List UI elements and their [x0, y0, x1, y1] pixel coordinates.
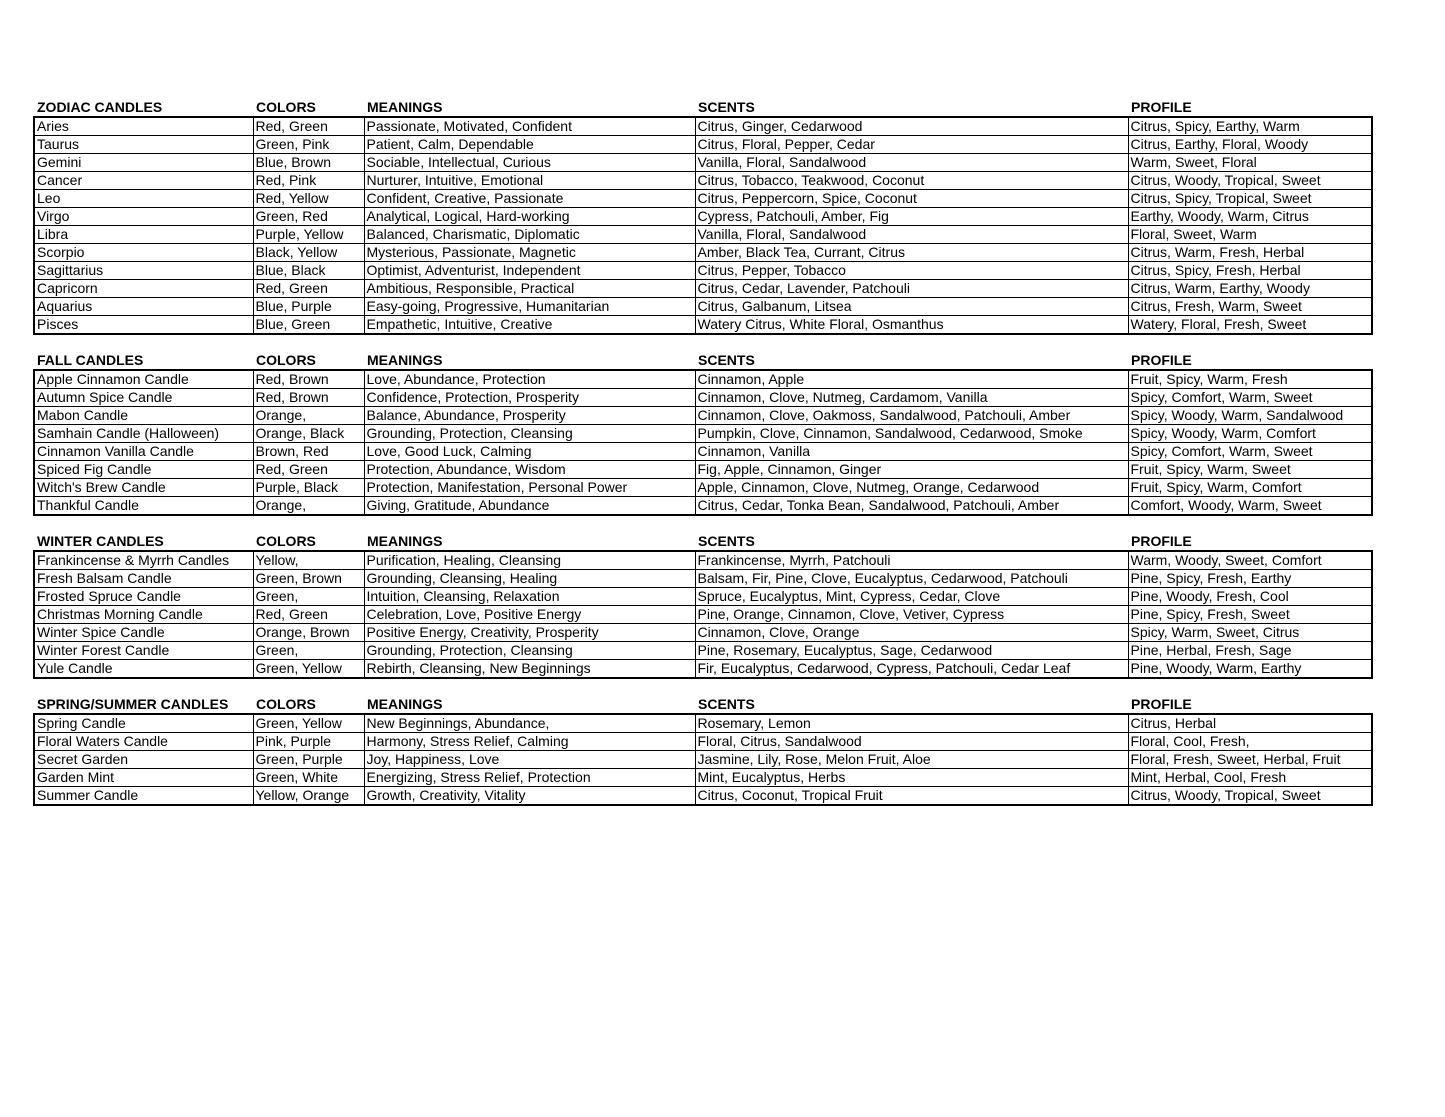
cell-scents: Fig, Apple, Cinnamon, Ginger: [695, 461, 1128, 479]
cell-name: Fresh Balsam Candle: [34, 570, 253, 588]
table-row: [34, 733, 1372, 751]
cell-colors: Green, Yellow: [253, 714, 364, 733]
cell-colors: Red, Brown: [253, 370, 364, 389]
candle-table: [33, 695, 1373, 806]
cell-name: Autumn Spice Candle: [34, 389, 253, 407]
cell-colors: Green, Yellow: [253, 660, 364, 679]
candle-table: [33, 532, 1373, 679]
cell-colors: Brown, Red: [253, 443, 364, 461]
cell-scents: Citrus, Tobacco, Teakwood, Coconut: [695, 172, 1128, 190]
table-row: [34, 280, 1372, 298]
cell-profile: Floral, Fresh, Sweet, Herbal, Fruit: [1128, 751, 1372, 769]
cell-profile: Citrus, Spicy, Tropical, Sweet: [1128, 190, 1372, 208]
cell-name: Spiced Fig Candle: [34, 461, 253, 479]
cell-colors: Green,: [253, 588, 364, 606]
cell-scents: Apple, Cinnamon, Clove, Nutmeg, Orange, Cedarwood: [695, 479, 1128, 497]
candle-table: [33, 351, 1373, 516]
cell-name: Spring Candle: [34, 714, 253, 733]
cell-name: Garden Mint: [34, 769, 253, 787]
cell-name: Aquarius: [34, 298, 253, 316]
column-header-colors: COLORS: [256, 696, 316, 712]
table-row: [34, 298, 1372, 316]
cell-meanings: Balance, Abundance, Prosperity: [364, 407, 695, 425]
cell-profile: Citrus, Spicy, Earthy, Warm: [1128, 117, 1372, 136]
cell-name: Pisces: [34, 316, 253, 335]
cell-scents: Cinnamon, Apple: [695, 370, 1128, 389]
cell-name: Libra: [34, 226, 253, 244]
cell-meanings: Easy-going, Progressive, Humanitarian: [364, 298, 695, 316]
cell-scents: Jasmine, Lily, Rose, Melon Fruit, Aloe: [695, 751, 1128, 769]
cell-colors: Red, Green: [253, 280, 364, 298]
cell-meanings: Energizing, Stress Relief, Protection: [364, 769, 695, 787]
cell-name: Frosted Spruce Candle: [34, 588, 253, 606]
cell-profile: Pine, Woody, Fresh, Cool: [1128, 588, 1372, 606]
cell-name: Cinnamon Vanilla Candle: [34, 443, 253, 461]
table-row: [34, 497, 1372, 516]
cell-name: Samhain Candle (Halloween): [34, 425, 253, 443]
header-row: [34, 695, 1372, 714]
cell-colors: Blue, Purple: [253, 298, 364, 316]
section-title: ZODIAC CANDLES: [37, 99, 163, 115]
cell-profile: Citrus, Woody, Tropical, Sweet: [1128, 787, 1372, 806]
cell-scents: Fir, Eucalyptus, Cedarwood, Cypress, Patchouli, Cedar Leaf: [695, 660, 1128, 679]
cell-profile: Citrus, Warm, Earthy, Woody: [1128, 280, 1372, 298]
column-header-meanings: MEANINGS: [367, 99, 443, 115]
cell-name: Witch's Brew Candle: [34, 479, 253, 497]
table-row: [34, 136, 1372, 154]
cell-colors: Blue, Green: [253, 316, 364, 335]
cell-colors: Pink, Purple: [253, 733, 364, 751]
cell-scents: Pine, Rosemary, Eucalyptus, Sage, Cedarwood: [695, 642, 1128, 660]
table-row: [34, 407, 1372, 425]
cell-meanings: Confidence, Protection, Prosperity: [364, 389, 695, 407]
column-header-profile: PROFILE: [1131, 99, 1192, 115]
column-header-scents: SCENTS: [698, 533, 755, 549]
cell-profile: Pine, Spicy, Fresh, Earthy: [1128, 570, 1372, 588]
cell-meanings: Intuition, Cleansing, Relaxation: [364, 588, 695, 606]
column-header-scents: SCENTS: [698, 696, 755, 712]
cell-scents: Citrus, Pepper, Tobacco: [695, 262, 1128, 280]
cell-name: Scorpio: [34, 244, 253, 262]
cell-meanings: Giving, Gratitude, Abundance: [364, 497, 695, 516]
cell-scents: Frankincense, Myrrh, Patchouli: [695, 551, 1128, 570]
cell-colors: Green,: [253, 642, 364, 660]
table-row: [34, 443, 1372, 461]
cell-scents: Citrus, Peppercorn, Spice, Coconut: [695, 190, 1128, 208]
cell-meanings: Grounding, Protection, Cleansing: [364, 642, 695, 660]
table-row: [34, 660, 1372, 679]
cell-colors: Black, Yellow: [253, 244, 364, 262]
cell-colors: Red, Green: [253, 606, 364, 624]
cell-profile: Warm, Woody, Sweet, Comfort: [1128, 551, 1372, 570]
cell-name: Secret Garden: [34, 751, 253, 769]
cell-name: Frankincense & Myrrh Candles: [34, 551, 253, 570]
cell-meanings: New Beginnings, Abundance,: [364, 714, 695, 733]
column-header-colors: COLORS: [256, 352, 316, 368]
cell-profile: Citrus, Herbal: [1128, 714, 1372, 733]
cell-profile: Fruit, Spicy, Warm, Sweet: [1128, 461, 1372, 479]
cell-colors: Blue, Brown: [253, 154, 364, 172]
column-header-meanings: MEANINGS: [367, 696, 443, 712]
table-row: [34, 606, 1372, 624]
cell-name: Capricorn: [34, 280, 253, 298]
cell-scents: Vanilla, Floral, Sandalwood: [695, 154, 1128, 172]
table-row: [34, 570, 1372, 588]
cell-scents: Amber, Black Tea, Currant, Citrus: [695, 244, 1128, 262]
cell-profile: Warm, Sweet, Floral: [1128, 154, 1372, 172]
cell-meanings: Optimist, Adventurist, Independent: [364, 262, 695, 280]
cell-profile: Citrus, Earthy, Floral, Woody: [1128, 136, 1372, 154]
cell-profile: Spicy, Woody, Warm, Sandalwood: [1128, 407, 1372, 425]
cell-scents: Floral, Citrus, Sandalwood: [695, 733, 1128, 751]
table-row: [34, 370, 1372, 389]
cell-meanings: Harmony, Stress Relief, Calming: [364, 733, 695, 751]
section-zodiac-candles: [33, 98, 1371, 335]
cell-meanings: Love, Abundance, Protection: [364, 370, 695, 389]
table-row: [34, 117, 1372, 136]
cell-scents: Citrus, Ginger, Cedarwood: [695, 117, 1128, 136]
table-row: [34, 642, 1372, 660]
cell-scents: Cypress, Patchouli, Amber, Fig: [695, 208, 1128, 226]
cell-scents: Pine, Orange, Cinnamon, Clove, Vetiver, Cypress: [695, 606, 1128, 624]
cell-colors: Orange,: [253, 407, 364, 425]
table-row: [34, 172, 1372, 190]
column-header-scents: SCENTS: [698, 99, 755, 115]
cell-meanings: Protection, Manifestation, Personal Power: [364, 479, 695, 497]
table-row: [34, 316, 1372, 335]
cell-colors: Orange,: [253, 497, 364, 516]
cell-colors: Red, Green: [253, 461, 364, 479]
cell-meanings: Nurturer, Intuitive, Emotional: [364, 172, 695, 190]
cell-meanings: Purification, Healing, Cleansing: [364, 551, 695, 570]
cell-colors: Red, Green: [253, 117, 364, 136]
cell-profile: Spicy, Warm, Sweet, Citrus: [1128, 624, 1372, 642]
table-row: [34, 190, 1372, 208]
cell-colors: Red, Brown: [253, 389, 364, 407]
cell-meanings: Analytical, Logical, Hard-working: [364, 208, 695, 226]
cell-colors: Green, Brown: [253, 570, 364, 588]
table-row: [34, 154, 1372, 172]
header-row: [34, 98, 1372, 117]
cell-profile: Watery, Floral, Fresh, Sweet: [1128, 316, 1372, 335]
cell-scents: Citrus, Coconut, Tropical Fruit: [695, 787, 1128, 806]
cell-meanings: Grounding, Protection, Cleansing: [364, 425, 695, 443]
cell-name: Gemini: [34, 154, 253, 172]
section-winter-candles: [33, 532, 1371, 679]
cell-name: Taurus: [34, 136, 253, 154]
cell-scents: Cinnamon, Vanilla: [695, 443, 1128, 461]
table-row: [34, 244, 1372, 262]
cell-scents: Citrus, Cedar, Tonka Bean, Sandalwood, Patchouli, Amber: [695, 497, 1128, 516]
cell-colors: Red, Yellow: [253, 190, 364, 208]
cell-meanings: Grounding, Cleansing, Healing: [364, 570, 695, 588]
cell-colors: Green, Red: [253, 208, 364, 226]
cell-scents: Rosemary, Lemon: [695, 714, 1128, 733]
candle-table: [33, 98, 1373, 335]
cell-profile: Pine, Spicy, Fresh, Sweet: [1128, 606, 1372, 624]
cell-meanings: Sociable, Intellectual, Curious: [364, 154, 695, 172]
table-row: [34, 588, 1372, 606]
cell-name: Christmas Morning Candle: [34, 606, 253, 624]
cell-meanings: Joy, Happiness, Love: [364, 751, 695, 769]
cell-scents: Pumpkin, Clove, Cinnamon, Sandalwood, Cedarwood, Smoke: [695, 425, 1128, 443]
cell-name: Mabon Candle: [34, 407, 253, 425]
table-row: [34, 769, 1372, 787]
table-row: [34, 751, 1372, 769]
table-row: [34, 262, 1372, 280]
table-row: [34, 624, 1372, 642]
section-title: FALL CANDLES: [37, 352, 144, 368]
cell-meanings: Positive Energy, Creativity, Prosperity: [364, 624, 695, 642]
cell-profile: Floral, Cool, Fresh,: [1128, 733, 1372, 751]
header-row: [34, 351, 1372, 370]
cell-name: Apple Cinnamon Candle: [34, 370, 253, 389]
table-row: [34, 425, 1372, 443]
cell-meanings: Ambitious, Responsible, Practical: [364, 280, 695, 298]
cell-colors: Green, Purple: [253, 751, 364, 769]
section-fall-candles: [33, 351, 1371, 516]
cell-name: Winter Spice Candle: [34, 624, 253, 642]
section-spring-summer-candles: [33, 695, 1371, 806]
cell-name: Aries: [34, 117, 253, 136]
cell-scents: Cinnamon, Clove, Oakmoss, Sandalwood, Patchouli, Amber: [695, 407, 1128, 425]
header-row: [34, 532, 1372, 551]
cell-meanings: Love, Good Luck, Calming: [364, 443, 695, 461]
cell-scents: Balsam, Fir, Pine, Clove, Eucalyptus, Cedarwood, Patchouli: [695, 570, 1128, 588]
table-row: [34, 551, 1372, 570]
cell-meanings: Growth, Creativity, Vitality: [364, 787, 695, 806]
column-header-profile: PROFILE: [1131, 352, 1192, 368]
cell-meanings: Balanced, Charismatic, Diplomatic: [364, 226, 695, 244]
cell-meanings: Protection, Abundance, Wisdom: [364, 461, 695, 479]
column-header-scents: SCENTS: [698, 352, 755, 368]
cell-meanings: Confident, Creative, Passionate: [364, 190, 695, 208]
cell-profile: Fruit, Spicy, Warm, Comfort: [1128, 479, 1372, 497]
cell-name: Floral Waters Candle: [34, 733, 253, 751]
cell-profile: Citrus, Warm, Fresh, Herbal: [1128, 244, 1372, 262]
cell-profile: Pine, Woody, Warm, Earthy: [1128, 660, 1372, 679]
cell-meanings: Rebirth, Cleansing, New Beginnings: [364, 660, 695, 679]
cell-scents: Citrus, Floral, Pepper, Cedar: [695, 136, 1128, 154]
cell-meanings: Empathetic, Intuitive, Creative: [364, 316, 695, 335]
cell-colors: Yellow, Orange: [253, 787, 364, 806]
cell-scents: Vanilla, Floral, Sandalwood: [695, 226, 1128, 244]
cell-name: Cancer: [34, 172, 253, 190]
cell-meanings: Patient, Calm, Dependable: [364, 136, 695, 154]
cell-profile: Spicy, Comfort, Warm, Sweet: [1128, 443, 1372, 461]
column-header-profile: PROFILE: [1131, 533, 1192, 549]
cell-profile: Citrus, Fresh, Warm, Sweet: [1128, 298, 1372, 316]
cell-colors: Yellow,: [253, 551, 364, 570]
cell-scents: Cinnamon, Clove, Orange: [695, 624, 1128, 642]
cell-colors: Green, Pink: [253, 136, 364, 154]
cell-meanings: Mysterious, Passionate, Magnetic: [364, 244, 695, 262]
cell-meanings: Celebration, Love, Positive Energy: [364, 606, 695, 624]
cell-colors: Orange, Brown: [253, 624, 364, 642]
cell-colors: Orange, Black: [253, 425, 364, 443]
cell-profile: Mint, Herbal, Cool, Fresh: [1128, 769, 1372, 787]
cell-name: Leo: [34, 190, 253, 208]
cell-scents: Spruce, Eucalyptus, Mint, Cypress, Cedar, Clove: [695, 588, 1128, 606]
cell-name: Winter Forest Candle: [34, 642, 253, 660]
table-row: [34, 461, 1372, 479]
cell-profile: Earthy, Woody, Warm, Citrus: [1128, 208, 1372, 226]
cell-scents: Citrus, Galbanum, Litsea: [695, 298, 1128, 316]
cell-profile: Comfort, Woody, Warm, Sweet: [1128, 497, 1372, 516]
cell-colors: Red, Pink: [253, 172, 364, 190]
cell-name: Yule Candle: [34, 660, 253, 679]
cell-profile: Floral, Sweet, Warm: [1128, 226, 1372, 244]
table-row: [34, 226, 1372, 244]
column-header-meanings: MEANINGS: [367, 352, 443, 368]
section-title: WINTER CANDLES: [37, 533, 164, 549]
cell-scents: Mint, Eucalyptus, Herbs: [695, 769, 1128, 787]
cell-meanings: Passionate, Motivated, Confident: [364, 117, 695, 136]
table-row: [34, 208, 1372, 226]
cell-name: Sagittarius: [34, 262, 253, 280]
column-header-colors: COLORS: [256, 533, 316, 549]
cell-scents: Citrus, Cedar, Lavender, Patchouli: [695, 280, 1128, 298]
cell-colors: Purple, Yellow: [253, 226, 364, 244]
cell-name: Thankful Candle: [34, 497, 253, 516]
column-header-profile: PROFILE: [1131, 696, 1192, 712]
table-row: [34, 479, 1372, 497]
cell-profile: Spicy, Comfort, Warm, Sweet: [1128, 389, 1372, 407]
cell-name: Virgo: [34, 208, 253, 226]
cell-profile: Citrus, Woody, Tropical, Sweet: [1128, 172, 1372, 190]
section-title: SPRING/SUMMER CANDLES: [37, 696, 229, 712]
cell-name: Summer Candle: [34, 787, 253, 806]
cell-profile: Citrus, Spicy, Fresh, Herbal: [1128, 262, 1372, 280]
candle-chart-sheet: [33, 98, 1371, 822]
column-header-colors: COLORS: [256, 99, 316, 115]
cell-scents: Cinnamon, Clove, Nutmeg, Cardamom, Vanilla: [695, 389, 1128, 407]
table-row: [34, 389, 1372, 407]
column-header-meanings: MEANINGS: [367, 533, 443, 549]
cell-colors: Purple, Black: [253, 479, 364, 497]
cell-scents: Watery Citrus, White Floral, Osmanthus: [695, 316, 1128, 335]
table-row: [34, 714, 1372, 733]
cell-profile: Spicy, Woody, Warm, Comfort: [1128, 425, 1372, 443]
cell-colors: Green, White: [253, 769, 364, 787]
cell-profile: Pine, Herbal, Fresh, Sage: [1128, 642, 1372, 660]
table-row: [34, 787, 1372, 806]
cell-colors: Blue, Black: [253, 262, 364, 280]
cell-profile: Fruit, Spicy, Warm, Fresh: [1128, 370, 1372, 389]
